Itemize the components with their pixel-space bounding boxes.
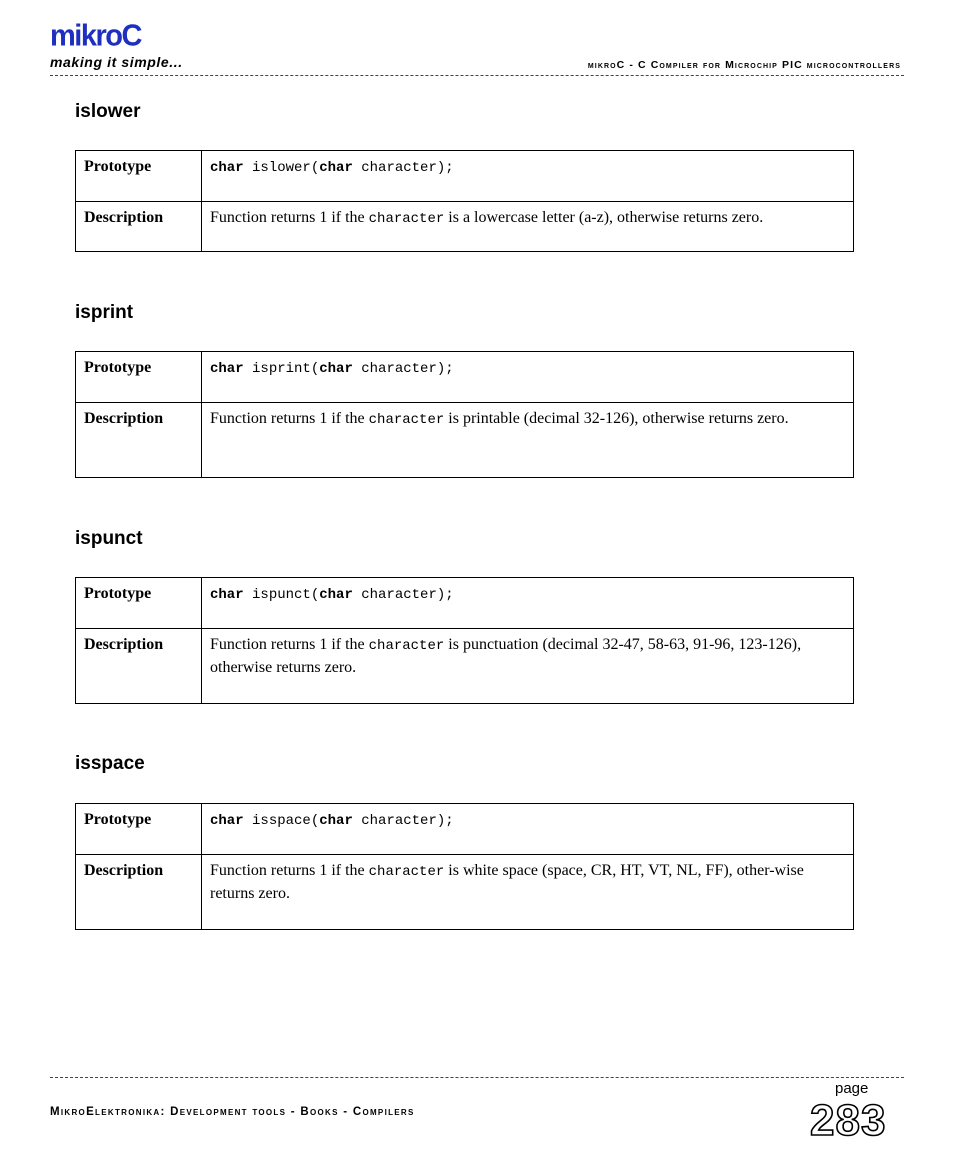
code-keyword: char [210,587,244,603]
description-after: is white space (space, CR, HT, VT, NL, FF), other-wise returns zero. [210,862,804,902]
description-text [202,629,854,704]
description-text [202,403,854,478]
footer-divider [50,1077,904,1078]
function-table-isprint [75,351,854,478]
header-divider [50,75,904,76]
description-text [202,202,854,252]
description-row [76,403,854,478]
description-before: Function returns 1 if the [210,862,369,879]
code-keyword: char [210,361,244,377]
description-label: Description [76,629,202,704]
prototype-label: Prototype [76,578,202,629]
code-keyword: char [210,813,244,829]
prototype-row [76,352,854,403]
function-table-ispunct [75,577,854,704]
prototype-label: Prototype [76,151,202,202]
code-param: character); [352,813,454,829]
description-row [76,202,854,252]
description-label: Description [76,202,202,252]
section-title-islower: islower [75,101,141,122]
code-keyword: char [319,160,353,176]
section-title-isprint: isprint [75,302,134,323]
prototype-row [76,151,854,202]
page-number: 283 [810,1096,887,1145]
description-label: Description [76,855,202,930]
header-title [588,59,901,71]
code-function: ispunct( [243,587,320,603]
function-table-islower [75,150,854,252]
code-param: character); [352,361,454,377]
description-row [76,629,854,704]
description-before: Function returns 1 if the [210,209,369,226]
code-keyword: char [210,160,244,176]
code-keyword: char [319,813,353,829]
code-keyword: char [319,361,353,377]
description-code: character [368,211,445,227]
description-after: is punctuation (decimal 32-47, 58-63, 91-96, 123-126), otherwise returns zero. [210,636,802,676]
prototype-label: Prototype [76,804,202,855]
header-title-rest: - C Compiler for Microchip PIC microcontrollers [625,59,901,71]
code-keyword: char [319,587,353,603]
page-label: page [835,1080,869,1097]
prototype-code [202,578,854,629]
footer-text: MikroElektronika: Development tools - Books - Compilers [50,1106,415,1118]
description-code: character [368,638,445,654]
prototype-code [202,352,854,403]
tagline: making it simple... [50,54,183,70]
mikroc-logo: mikroC [50,19,141,53]
description-row [76,855,854,930]
code-function: isprint( [243,361,320,377]
prototype-row [76,578,854,629]
description-after: is a lowercase letter (a-z), otherwise returns zero. [444,209,764,226]
description-code: character [368,864,445,880]
description-label: Description [76,403,202,478]
prototype-code [202,804,854,855]
description-before: Function returns 1 if the [210,410,369,427]
code-function: isspace( [243,813,320,829]
function-table-isspace [75,803,854,930]
prototype-label: Prototype [76,352,202,403]
code-param: character); [352,587,454,603]
description-text [202,855,854,930]
header-title-strong: mikroC [587,59,626,71]
section-title-isspace: isspace [75,753,145,774]
description-before: Function returns 1 if the [210,636,369,653]
section-title-ispunct: ispunct [75,528,143,549]
code-function: islower( [243,160,320,176]
prototype-code [202,151,854,202]
description-after: is printable (decimal 32-126), otherwise returns zero. [444,410,789,427]
prototype-row [76,804,854,855]
description-code: character [368,412,445,428]
code-param: character); [352,160,454,176]
